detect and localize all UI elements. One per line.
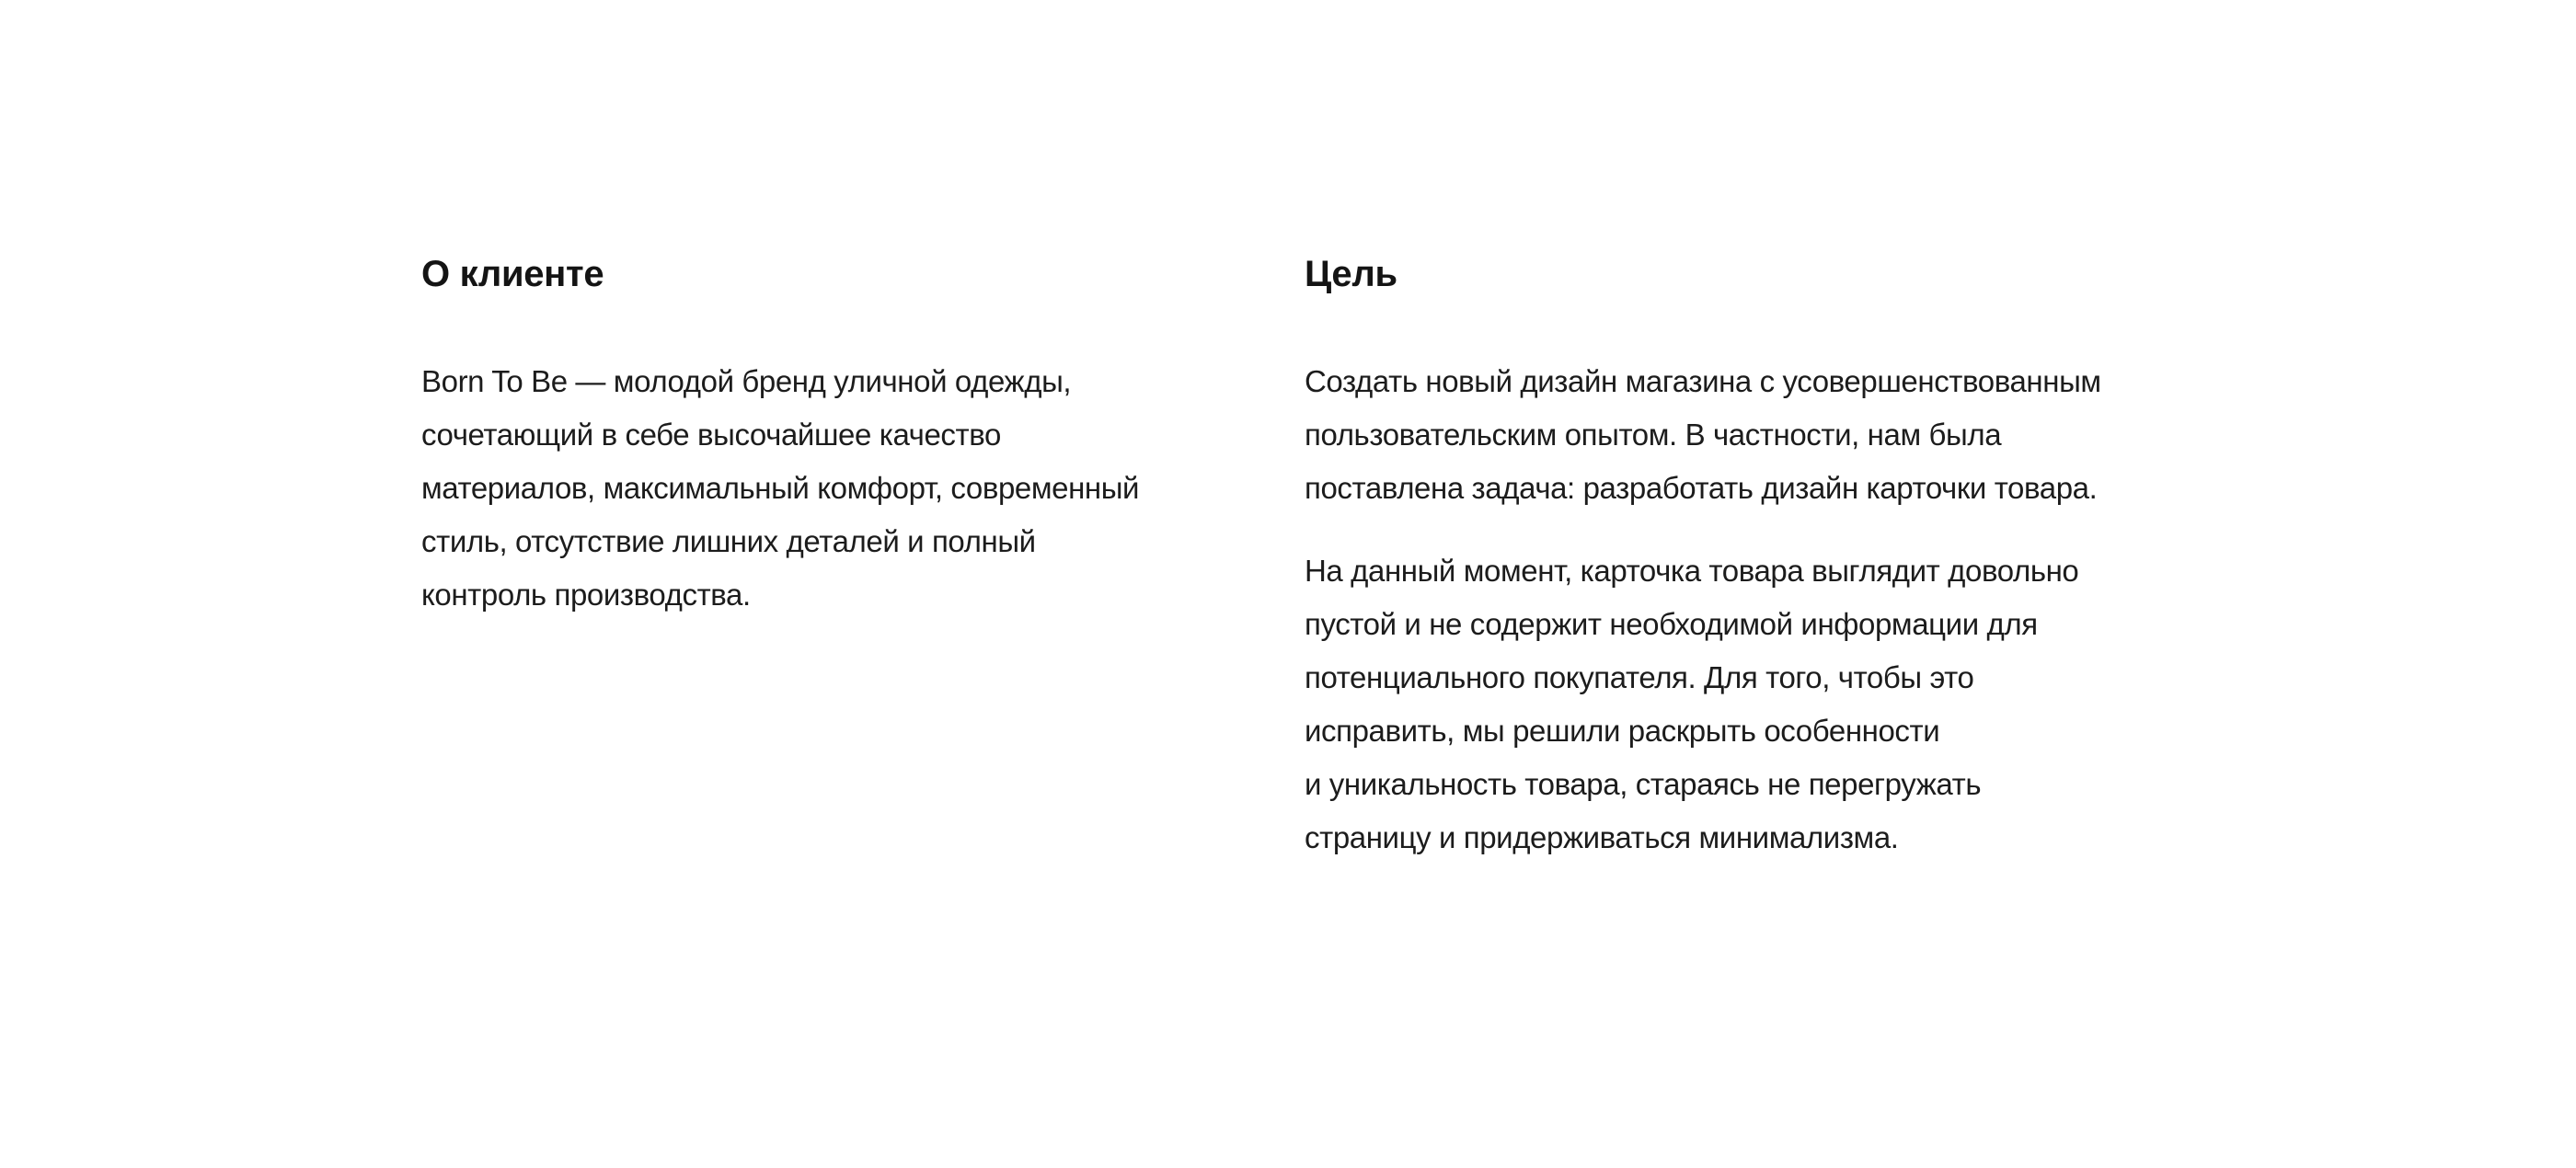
text-line: контроль производства. — [421, 578, 751, 612]
text-line: потенциального покупателя. Для того, чтобы это — [1305, 660, 1974, 694]
text-line: материалов, максимальный комфорт, современный — [421, 471, 1140, 505]
text-line: пользовательским опытом. В частности, нам была — [1305, 418, 2002, 452]
text-line: Born To Be — молодой бренд уличной одежды, — [421, 364, 1072, 398]
text-line: и уникальность товара, стараясь не перегружать — [1305, 767, 1982, 801]
text-line: исправить, мы решили раскрыть особенности — [1305, 714, 1940, 748]
text-line: пустой и не содержит необходимой информации для — [1305, 607, 2038, 641]
goal-heading: Цель — [1305, 254, 1397, 294]
about-client-section — [421, 248, 1249, 622]
goal-paragraph-1 — [1305, 355, 2225, 515]
text-line: поставлена задача: разработать дизайн карточки товара. — [1305, 471, 2098, 505]
text-line: На данный момент, карточка товара выглядит довольно — [1305, 554, 2079, 588]
about-client-paragraph — [421, 355, 1249, 622]
text-line: стиль, отсутствие лишних деталей и полный — [421, 524, 1036, 558]
text-line: Создать новый дизайн магазина с усовершенствованным — [1305, 364, 2101, 398]
text-line: сочетающий в себе высочайшее качество — [421, 418, 1001, 452]
text-line: страницу и придерживаться минимализма. — [1305, 820, 1899, 854]
about-client-heading: О клиенте — [421, 254, 604, 294]
goal-paragraph-2 — [1305, 544, 2225, 865]
goal-section — [1305, 248, 2225, 865]
